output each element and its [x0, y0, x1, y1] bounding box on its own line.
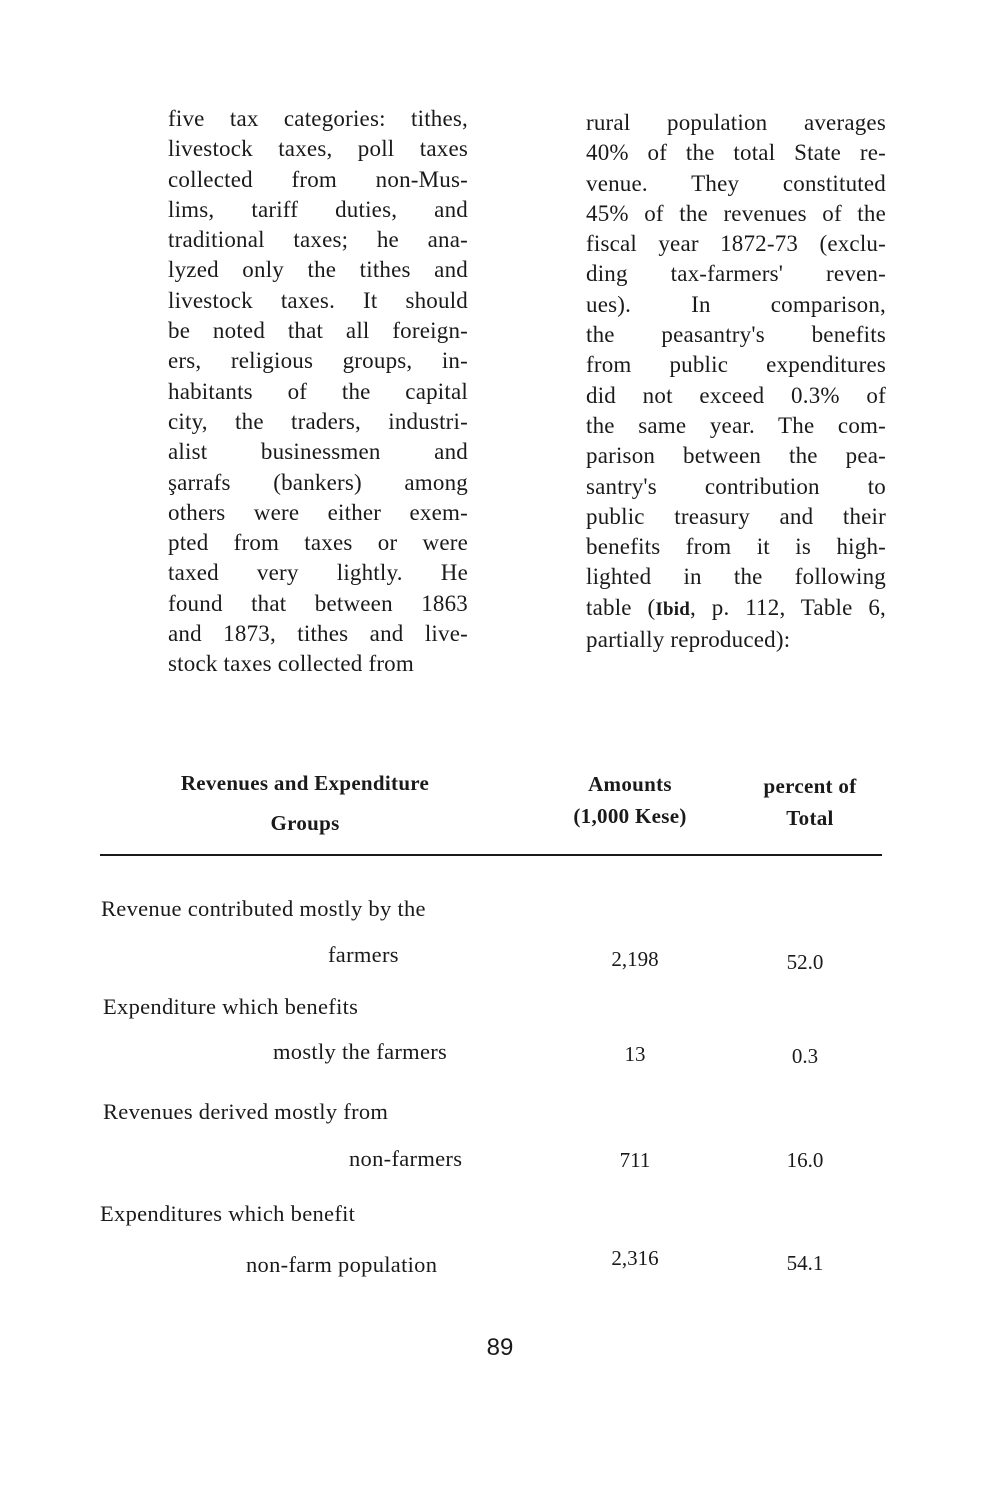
text-line: şarrafs (bankers) among	[168, 469, 468, 495]
page-number: 89	[486, 1334, 514, 1361]
left-text-column	[168, 104, 468, 680]
header-percent-line1: percent of	[763, 774, 857, 798]
text-line: city, the traders, industri-	[168, 408, 468, 434]
text-line: the same year. The com-	[586, 412, 886, 438]
text-line: stock taxes collected from	[168, 651, 414, 677]
text-line: benefits from it is high-	[586, 534, 886, 560]
text-line: traditional taxes; he ana-	[168, 227, 468, 253]
ibid-citation: Ibid	[655, 598, 690, 620]
row-label-line2: mostly the farmers	[273, 1039, 448, 1064]
text-line: rural population averages	[586, 110, 886, 135]
text-line: venue. They constituted	[586, 170, 886, 196]
right-text-column	[586, 108, 886, 655]
row-label-line1: Expenditures which benefit	[100, 1201, 356, 1226]
row-label-line2: non-farm population	[246, 1252, 438, 1277]
row-label-line2: non-farmers	[349, 1146, 463, 1171]
text-line: taxed very lightly. He	[168, 560, 468, 586]
header-groups	[140, 767, 470, 839]
row-percent: 16.0	[786, 1148, 824, 1172]
text-line: parison between the pea-	[586, 443, 886, 469]
text-fragment: , p. 112, Table 6,	[689, 594, 886, 620]
text-line: alist businessmen and	[168, 439, 468, 465]
row-label-line1: Revenues derived mostly from	[103, 1099, 389, 1124]
text-line: habitants of the capital	[168, 378, 468, 404]
header-percent-line2: Total	[786, 806, 834, 830]
text-line: livestock taxes. It should	[168, 287, 468, 313]
text-line: did not exceed 0.3% of	[586, 382, 886, 408]
row-label-line1: Expenditure which benefits	[103, 994, 359, 1019]
text-line: ers, religious groups, in-	[168, 348, 468, 374]
row-percent: 52.0	[786, 950, 824, 974]
text-line: 45% of the revenues of the	[586, 200, 886, 226]
text-line: five tax categories: tithes,	[168, 106, 468, 131]
row-percent: 54.1	[786, 1251, 824, 1275]
text-line: be noted that all foreign-	[168, 318, 468, 344]
table-header-rule	[100, 854, 882, 856]
row-amount: 13	[624, 1042, 646, 1066]
row-amount: 2,316	[611, 1246, 659, 1270]
text-line: lyzed only the tithes and	[168, 257, 468, 283]
row-label-line2: farmers	[328, 942, 399, 967]
text-line: partially reproduced):	[586, 627, 791, 653]
row-amount: 711	[619, 1148, 651, 1172]
header-percent	[735, 770, 885, 834]
text-line: livestock taxes, poll taxes	[168, 136, 468, 162]
header-amounts-line1: Amounts	[588, 772, 672, 796]
row-amount: 2,198	[611, 947, 659, 971]
text-line: 40% of the total State re-	[586, 140, 886, 166]
row-percent: 0.3	[791, 1044, 819, 1068]
row-label-line1: Revenue contributed mostly by the	[101, 896, 426, 921]
header-groups-line1: Revenues and Expenditure	[180, 771, 430, 795]
text-line: lims, tariff duties, and	[168, 196, 468, 222]
text-line: the peasantry's benefits	[586, 322, 886, 348]
text-fragment: table (	[586, 594, 656, 620]
text-line: public treasury and their	[586, 503, 886, 529]
text-line: lighted in the following	[586, 564, 886, 590]
text-line: collected from non-Mus-	[168, 166, 468, 192]
text-line: ues). In comparison,	[586, 291, 886, 317]
text-line: found that between 1863	[168, 590, 468, 616]
text-line: others were either exem-	[168, 499, 468, 525]
text-line: santry's contribution to	[586, 473, 886, 499]
text-line: and 1873, tithes and live-	[168, 621, 468, 647]
header-amounts	[540, 768, 720, 832]
table-reference-line	[586, 593, 886, 625]
text-line: fiscal year 1872-73 (exclu-	[586, 231, 886, 257]
header-amounts-line2: (1,000 Kese)	[573, 804, 687, 828]
text-line: pted from taxes or were	[168, 530, 468, 556]
text-line: from public expenditures	[586, 352, 886, 378]
text-line: ding tax-farmers' reven-	[586, 261, 886, 287]
header-groups-line2: Groups	[270, 811, 340, 835]
